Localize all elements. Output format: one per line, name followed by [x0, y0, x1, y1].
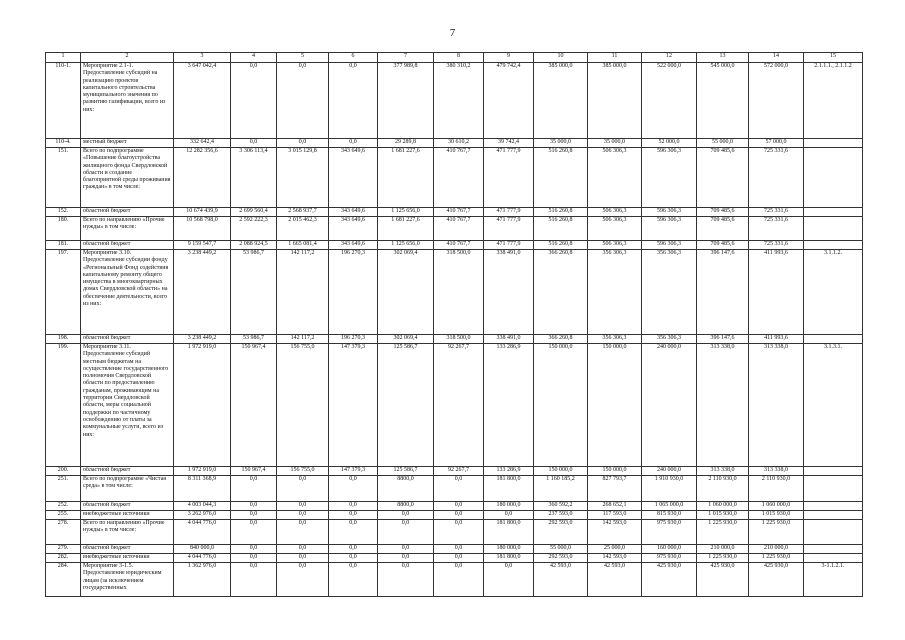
value-cell: 150 000,0: [588, 467, 642, 476]
value-cell: 425 930,0: [697, 563, 749, 597]
table-row: [46, 511, 863, 520]
value-cell: 516 260,8: [534, 208, 588, 217]
header-cell: 4: [231, 53, 277, 63]
target-code-cell: 3.1.1.2.: [804, 250, 863, 335]
row-description-cell: Мероприятие 2.1-1. Предоставление субсидий на реализацию проектов капитального строительства муниципального значения по развитию газификации, всего из них:: [81, 63, 174, 139]
value-cell: 385 000,0: [588, 63, 642, 139]
value-cell: 0,0: [378, 554, 434, 563]
target-code-cell: [804, 502, 863, 511]
row-number-cell: 251.: [46, 476, 81, 502]
value-cell: 380 310,2: [434, 63, 484, 139]
value-cell: 356 306,3: [642, 335, 697, 344]
header-cell: 8: [434, 53, 484, 63]
value-cell: 313 338,0: [697, 467, 749, 476]
value-cell: 240 000,0: [642, 467, 697, 476]
target-code-cell: [804, 476, 863, 502]
value-cell: 596 306,3: [642, 208, 697, 217]
value-cell: 240 000,0: [642, 344, 697, 467]
value-cell: 156 755,0: [277, 344, 329, 467]
target-code-cell: [804, 139, 863, 148]
row-description-cell: областной бюджет: [81, 545, 174, 554]
value-cell: 0,0: [434, 476, 484, 502]
value-cell: 360 592,2: [534, 502, 588, 511]
row-description-cell: областной бюджет: [81, 241, 174, 250]
target-code-cell: [804, 511, 863, 520]
row-number-cell: 181.: [46, 241, 81, 250]
header-cell: 15: [804, 53, 863, 63]
value-cell: 8800,0: [378, 502, 434, 511]
table-row: [46, 241, 863, 250]
target-code-cell: 3.1.3.1.: [804, 344, 863, 467]
value-cell: 709 485,6: [697, 241, 749, 250]
header-cell: 5: [277, 53, 329, 63]
value-cell: 366 260,8: [534, 335, 588, 344]
target-code-cell: [804, 335, 863, 344]
value-cell: 4 003 044,3: [174, 502, 231, 511]
value-cell: 522 000,0: [642, 63, 697, 139]
value-cell: 1 225 930,0: [697, 554, 749, 563]
value-cell: 4 044 776,0: [174, 554, 231, 563]
value-cell: 725 331,6: [749, 217, 804, 241]
row-description-cell: Мероприятие 3-1.5. Предоставление юридическим лицам (за исключением государственных: [81, 563, 174, 597]
value-cell: 0,0: [329, 545, 378, 554]
value-cell: 0,0: [231, 520, 277, 545]
value-cell: 1 972 919,0: [174, 344, 231, 467]
row-number-cell: 180.: [46, 217, 81, 241]
table-row: [46, 545, 863, 554]
target-code-cell: [804, 241, 863, 250]
value-cell: 0,0: [277, 63, 329, 139]
value-cell: 356 306,3: [588, 250, 642, 335]
value-cell: 0,0: [434, 554, 484, 563]
value-cell: 410 767,7: [434, 217, 484, 241]
row-number-cell: 282.: [46, 554, 81, 563]
header-cell: 6: [329, 53, 378, 63]
value-cell: 0,0: [277, 139, 329, 148]
value-cell: 150 000,0: [534, 467, 588, 476]
value-cell: 815 930,0: [642, 511, 697, 520]
value-cell: 156 755,0: [277, 467, 329, 476]
target-code-cell: [804, 467, 863, 476]
value-cell: 1 665 081,4: [277, 241, 329, 250]
value-cell: 42 593,0: [534, 563, 588, 597]
value-cell: 57 000,0: [749, 139, 804, 148]
value-cell: 1 065 000,0: [642, 502, 697, 511]
value-cell: 150 967,4: [231, 344, 277, 467]
row-description-cell: внебюджетные источники: [81, 511, 174, 520]
value-cell: 3 238 449,2: [174, 250, 231, 335]
value-cell: 1 125 656,0: [378, 241, 434, 250]
value-cell: 0,0: [277, 563, 329, 597]
value-cell: 332 642,4: [174, 139, 231, 148]
value-cell: 1 060 000,0: [697, 502, 749, 511]
value-cell: 709 485,6: [697, 217, 749, 241]
value-cell: 0,0: [329, 511, 378, 520]
value-cell: 1 015 930,0: [749, 511, 804, 520]
value-cell: 180 000,0: [484, 502, 534, 511]
value-cell: 0,0: [484, 511, 534, 520]
value-cell: 343 649,6: [329, 217, 378, 241]
value-cell: 2 110 930,0: [697, 476, 749, 502]
target-code-cell: [804, 217, 863, 241]
value-cell: 0,0: [378, 511, 434, 520]
value-cell: 1 160 185,2: [534, 476, 588, 502]
value-cell: 506 306,3: [588, 148, 642, 208]
value-cell: 975 930,0: [642, 554, 697, 563]
value-cell: 53 986,7: [231, 335, 277, 344]
row-number-cell: 110-1.: [46, 63, 81, 139]
value-cell: 0,0: [231, 545, 277, 554]
row-number-cell: 110-4.: [46, 139, 81, 148]
value-cell: 338 491,0: [484, 335, 534, 344]
value-cell: 52 000,0: [642, 139, 697, 148]
value-cell: 377 989,8: [378, 63, 434, 139]
value-cell: 292 593,0: [534, 554, 588, 563]
value-cell: 425 930,0: [642, 563, 697, 597]
value-cell: 268 652,1: [588, 502, 642, 511]
value-cell: 133 286,9: [484, 344, 534, 467]
row-description-cell: Всего по подпрограмме «Чистая среда» в том числе:: [81, 476, 174, 502]
row-number-cell: 198.: [46, 335, 81, 344]
value-cell: 0,0: [484, 563, 534, 597]
value-cell: 150 967,4: [231, 467, 277, 476]
header-row: [46, 53, 863, 63]
value-cell: 3 015 129,8: [277, 148, 329, 208]
table-row: [46, 139, 863, 148]
value-cell: 1 225 930,0: [749, 554, 804, 563]
header-cell: 1: [46, 53, 81, 63]
value-cell: 39 742,4: [484, 139, 534, 148]
value-cell: 396 147,6: [697, 335, 749, 344]
value-cell: 0,0: [277, 520, 329, 545]
value-cell: 356 306,3: [588, 335, 642, 344]
value-cell: 410 767,7: [434, 148, 484, 208]
value-cell: 42 593,0: [588, 563, 642, 597]
value-cell: 133 286,9: [484, 467, 534, 476]
value-cell: 0,0: [277, 545, 329, 554]
value-cell: 210 000,0: [749, 545, 804, 554]
value-cell: 210 000,0: [697, 545, 749, 554]
header-cell: 2: [81, 53, 174, 63]
table-row: [46, 208, 863, 217]
header-cell: 12: [642, 53, 697, 63]
value-cell: 313 338,0: [749, 467, 804, 476]
value-cell: 840 000,0: [174, 545, 231, 554]
value-cell: 506 306,3: [588, 241, 642, 250]
table-row: [46, 148, 863, 208]
value-cell: 160 000,0: [642, 545, 697, 554]
header-cell: 7: [378, 53, 434, 63]
row-number-cell: 151.: [46, 148, 81, 208]
value-cell: 725 331,6: [749, 208, 804, 217]
value-cell: 0,0: [434, 520, 484, 545]
value-cell: 10 568 798,0: [174, 217, 231, 241]
value-cell: 0,0: [231, 63, 277, 139]
value-cell: 302 069,4: [378, 335, 434, 344]
value-cell: 1 972 919,0: [174, 467, 231, 476]
row-number-cell: 197.: [46, 250, 81, 335]
value-cell: 0,0: [378, 520, 434, 545]
value-cell: 0,0: [434, 502, 484, 511]
row-description-cell: местный бюджет: [81, 139, 174, 148]
value-cell: 313 338,0: [749, 344, 804, 467]
value-cell: 516 260,8: [534, 241, 588, 250]
target-code-cell: 3-1.1.2.1.: [804, 563, 863, 597]
value-cell: 0,0: [231, 502, 277, 511]
value-cell: 125 586,7: [378, 467, 434, 476]
value-cell: 180 000,0: [484, 545, 534, 554]
value-cell: 596 306,3: [642, 241, 697, 250]
value-cell: 516 260,8: [534, 217, 588, 241]
table-row: [46, 554, 863, 563]
value-cell: 366 260,8: [534, 250, 588, 335]
value-cell: 506 306,3: [588, 217, 642, 241]
value-cell: 411 993,6: [749, 335, 804, 344]
header-cell: 10: [534, 53, 588, 63]
value-cell: 117 593,0: [588, 511, 642, 520]
row-description-cell: областной бюджет: [81, 502, 174, 511]
value-cell: 30 610,2: [434, 139, 484, 148]
value-cell: 318 500,0: [434, 335, 484, 344]
header-cell: 14: [749, 53, 804, 63]
value-cell: 55 000,0: [534, 545, 588, 554]
row-description-cell: Всего по направлению «Прочие нужды» в том числе:: [81, 520, 174, 545]
target-code-cell: [804, 554, 863, 563]
row-number-cell: 278.: [46, 520, 81, 545]
value-cell: 142 593,0: [588, 554, 642, 563]
value-cell: 1 681 227,6: [378, 217, 434, 241]
value-cell: 292 593,0: [534, 520, 588, 545]
value-cell: 0,0: [434, 563, 484, 597]
value-cell: 1 225 930,0: [697, 520, 749, 545]
value-cell: 827 793,7: [588, 476, 642, 502]
value-cell: 9 159 547,7: [174, 241, 231, 250]
value-cell: 338 491,0: [484, 250, 534, 335]
value-cell: 3 306 113,4: [231, 148, 277, 208]
value-cell: 302 069,4: [378, 250, 434, 335]
value-cell: 142 117,2: [277, 335, 329, 344]
value-cell: 0,0: [277, 511, 329, 520]
header-cell: 3: [174, 53, 231, 63]
value-cell: 0,0: [231, 511, 277, 520]
value-cell: 29 289,8: [378, 139, 434, 148]
row-number-cell: 252.: [46, 502, 81, 511]
value-cell: 506 306,3: [588, 208, 642, 217]
value-cell: 150 000,0: [534, 344, 588, 467]
value-cell: 2 088 924,5: [231, 241, 277, 250]
value-cell: 1 060 000,0: [749, 502, 804, 511]
value-cell: 0,0: [231, 563, 277, 597]
value-cell: 2 015 462,3: [277, 217, 329, 241]
value-cell: 318 500,0: [434, 250, 484, 335]
row-description-cell: областной бюджет: [81, 208, 174, 217]
value-cell: 479 742,4: [484, 63, 534, 139]
table-row: [46, 63, 863, 139]
value-cell: 25 000,0: [588, 545, 642, 554]
value-cell: 471 777,9: [484, 148, 534, 208]
value-cell: 725 331,6: [749, 241, 804, 250]
row-description-cell: Всего по направлению «Прочие нужды» в том числе:: [81, 217, 174, 241]
value-cell: 343 649,6: [329, 148, 378, 208]
value-cell: 0,0: [231, 554, 277, 563]
value-cell: 313 338,0: [697, 344, 749, 467]
value-cell: 0,0: [329, 63, 378, 139]
table-row: [46, 217, 863, 241]
value-cell: 343 649,6: [329, 241, 378, 250]
value-cell: 343 649,6: [329, 208, 378, 217]
value-cell: 125 586,7: [378, 344, 434, 467]
row-number-cell: 199.: [46, 344, 81, 467]
row-description-cell: Всего по подпрограмме «Повышение благоустройства жилищного фонда Свердловской области и создание благоприятной среды проживания граждан» в том числе:: [81, 148, 174, 208]
target-code-cell: [804, 545, 863, 554]
value-cell: 196 270,3: [329, 250, 378, 335]
value-cell: 3 647 042,4: [174, 63, 231, 139]
table-row: [46, 563, 863, 597]
value-cell: 975 930,0: [642, 520, 697, 545]
value-cell: 0,0: [329, 520, 378, 545]
value-cell: 1 910 930,0: [642, 476, 697, 502]
value-cell: 8 311 368,9: [174, 476, 231, 502]
value-cell: 596 306,3: [642, 217, 697, 241]
value-cell: 2 699 560,4: [231, 208, 277, 217]
value-cell: 92 267,7: [434, 467, 484, 476]
target-code-cell: [804, 208, 863, 217]
row-number-cell: 152.: [46, 208, 81, 217]
value-cell: 147 379,3: [329, 344, 378, 467]
row-number-cell: 255.: [46, 511, 81, 520]
value-cell: 725 331,6: [749, 148, 804, 208]
value-cell: 181 800,0: [484, 554, 534, 563]
value-cell: 147 379,3: [329, 467, 378, 476]
page-number: 7: [449, 27, 456, 39]
value-cell: 4 044 776,0: [174, 520, 231, 545]
value-cell: 0,0: [329, 554, 378, 563]
value-cell: 0,0: [378, 545, 434, 554]
value-cell: 0,0: [277, 476, 329, 502]
value-cell: 572 000,0: [749, 63, 804, 139]
value-cell: 35 000,0: [588, 139, 642, 148]
value-cell: 2 568 937,7: [277, 208, 329, 217]
budget-table: [45, 52, 863, 597]
row-description-cell: областной бюджет: [81, 467, 174, 476]
value-cell: 0,0: [434, 545, 484, 554]
value-cell: 3 238 449,2: [174, 335, 231, 344]
value-cell: 2 110 930,0: [749, 476, 804, 502]
value-cell: 92 267,7: [434, 344, 484, 467]
value-cell: 55 000,0: [697, 139, 749, 148]
table-row: [46, 502, 863, 511]
table-row: [46, 520, 863, 545]
value-cell: 12 282 356,6: [174, 148, 231, 208]
value-cell: 8800,0: [378, 476, 434, 502]
value-cell: 181 800,0: [484, 520, 534, 545]
value-cell: 0,0: [329, 139, 378, 148]
table-row: [46, 476, 863, 502]
table-row: [46, 250, 863, 335]
value-cell: 1 225 930,0: [749, 520, 804, 545]
value-cell: 142 117,2: [277, 250, 329, 335]
value-cell: 142 593,0: [588, 520, 642, 545]
value-cell: 0,0: [277, 554, 329, 563]
value-cell: 396 147,6: [697, 250, 749, 335]
value-cell: 471 777,9: [484, 217, 534, 241]
value-cell: 35 000,0: [534, 139, 588, 148]
value-cell: 1 015 930,0: [697, 511, 749, 520]
value-cell: 596 306,3: [642, 148, 697, 208]
value-cell: 545 000,0: [697, 63, 749, 139]
table-row: [46, 344, 863, 467]
value-cell: 516 260,8: [534, 148, 588, 208]
row-description-cell: внебюджетные источники: [81, 554, 174, 563]
value-cell: 1 681 227,6: [378, 148, 434, 208]
row-description-cell: Мероприятие 3.10. Предоставление субсидии фонду «Региональный Фонд содействия капитальному ремонту общего имущества в многоквартирных домах Свердловской области» на обеспечение деятельности, всего из них:: [81, 250, 174, 335]
header-cell: 11: [588, 53, 642, 63]
value-cell: 0,0: [277, 502, 329, 511]
row-number-cell: 279.: [46, 545, 81, 554]
value-cell: 196 270,3: [329, 335, 378, 344]
value-cell: 0,0: [231, 139, 277, 148]
value-cell: 410 767,7: [434, 208, 484, 217]
value-cell: 2 592 222,3: [231, 217, 277, 241]
value-cell: 410 767,7: [434, 241, 484, 250]
row-description-cell: Мероприятие 3.11. Предоставление субсидий местным бюджетам на осуществление государственного полномочия Свердловской области по предоставлению гражданам, проживающим на территории Свердловской области, меры социальной поддержки по частичному освобождению от платы за коммунальные услуги, всего из них:: [81, 344, 174, 467]
value-cell: 181 800,0: [484, 476, 534, 502]
value-cell: 0,0: [329, 502, 378, 511]
value-cell: 425 930,0: [749, 563, 804, 597]
value-cell: 356 306,3: [642, 250, 697, 335]
target-code-cell: [804, 520, 863, 545]
value-cell: 0,0: [329, 476, 378, 502]
value-cell: 0,0: [329, 563, 378, 597]
value-cell: 1 362 976,0: [174, 563, 231, 597]
value-cell: 10 674 439,9: [174, 208, 231, 217]
value-cell: 3 262 976,0: [174, 511, 231, 520]
value-cell: 150 000,0: [588, 344, 642, 467]
value-cell: 0,0: [434, 511, 484, 520]
value-cell: 1 125 656,0: [378, 208, 434, 217]
value-cell: 709 485,6: [697, 148, 749, 208]
value-cell: 53 986,7: [231, 250, 277, 335]
target-code-cell: [804, 148, 863, 208]
header-cell: 13: [697, 53, 749, 63]
value-cell: 471 777,9: [484, 208, 534, 217]
table-row: [46, 467, 863, 476]
value-cell: 0,0: [378, 563, 434, 597]
value-cell: 709 485,6: [697, 208, 749, 217]
table-row: [46, 335, 863, 344]
value-cell: 237 593,0: [534, 511, 588, 520]
row-description-cell: областной бюджет: [81, 335, 174, 344]
value-cell: 0,0: [231, 476, 277, 502]
row-number-cell: 200.: [46, 467, 81, 476]
value-cell: 385 000,0: [534, 63, 588, 139]
value-cell: 411 993,6: [749, 250, 804, 335]
header-cell: 9: [484, 53, 534, 63]
target-code-cell: 2.1.1.1., 2.1.1.2: [804, 63, 863, 139]
value-cell: 471 777,9: [484, 241, 534, 250]
row-number-cell: 284.: [46, 563, 81, 597]
